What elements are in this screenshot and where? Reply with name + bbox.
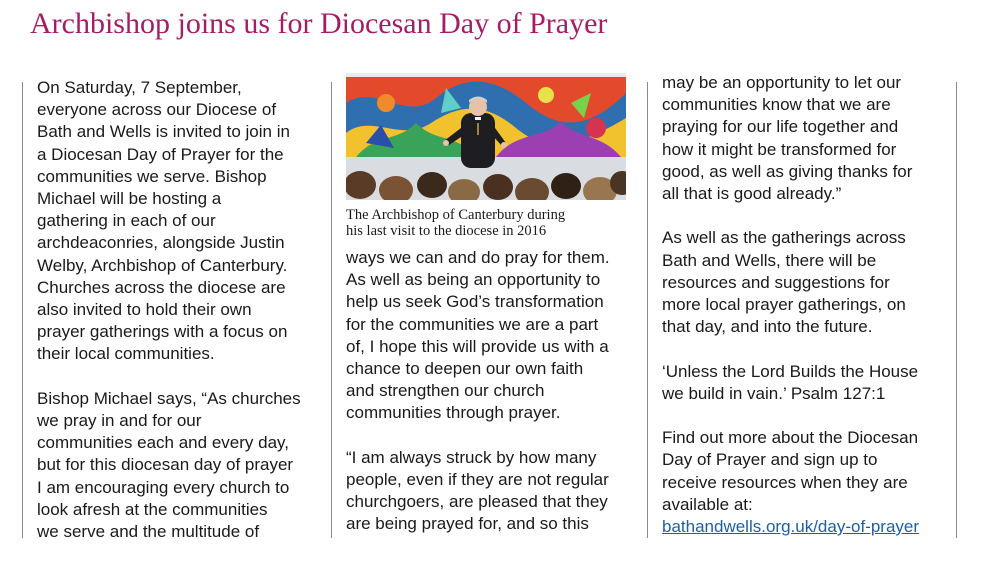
article-column-2 xyxy=(346,247,636,536)
paragraph: “I am always struck by how many people, even if they are not regular churchgoers, are pleased that they are being prayed for, and so this xyxy=(346,447,609,534)
article-column-3 xyxy=(662,72,952,538)
column-rule xyxy=(22,82,23,538)
paragraph: ‘Unless the Lord Builds the House we build in vain.’ Psalm 127:1 xyxy=(662,361,919,403)
paragraph xyxy=(662,427,952,538)
paragraph: On Saturday, 7 September, everyone across our Diocese of Bath and Wells is invited to join in a Diocesan Day of Prayer for the communities we serve. Bishop Michael will be hosting a gathering in each of our archdeaconries, alongside Justin Welby, Archbishop of Canterbury. Churches across the diocese are also invited to hold their own prayer gatherings with a focus on their local communities. xyxy=(37,78,290,364)
paragraph-text: Find out more about the Diocesan Day of Prayer and sign up to receive resources when they are available at: xyxy=(662,428,919,514)
paragraph: As well as the gatherings across Bath and Wells, there will be resources and suggestions for more local prayer gatherings, on that day, and into the future. xyxy=(662,228,906,337)
paragraph: Bishop Michael says, “As churches we pray in and for our communities each and every day, but for this diocesan day of prayer I am encouraging every church to look afresh at the communities we serve and the multitude of xyxy=(37,388,301,542)
paragraph: ways we can and do pray for them. As well as being an opportunity to help us seek God’s transformation for the communities we are a part of, I hope this will provide us with a chance to deepen our own faith and strengthen our church communities through prayer. xyxy=(346,248,610,423)
archbishop-photo xyxy=(346,73,626,200)
article-column-1 xyxy=(37,77,322,543)
column-rule xyxy=(647,82,648,538)
article-headline: Archbishop joins us for Diocesan Day of Prayer xyxy=(30,7,608,40)
paragraph: may be an opportunity to let our communities know that we are praying for our life together and how it might be transformed for good, as well as giving thanks for all that is good already.” xyxy=(662,73,913,204)
photo-illustration xyxy=(346,73,626,200)
photo-caption: The Archbishop of Canterbury during his last visit to the diocese in 2016 xyxy=(346,207,566,239)
column-rule xyxy=(956,82,957,538)
column-rule xyxy=(331,82,332,538)
day-of-prayer-link[interactable]: bathandwells.org.uk/day-of-prayer xyxy=(662,517,920,537)
